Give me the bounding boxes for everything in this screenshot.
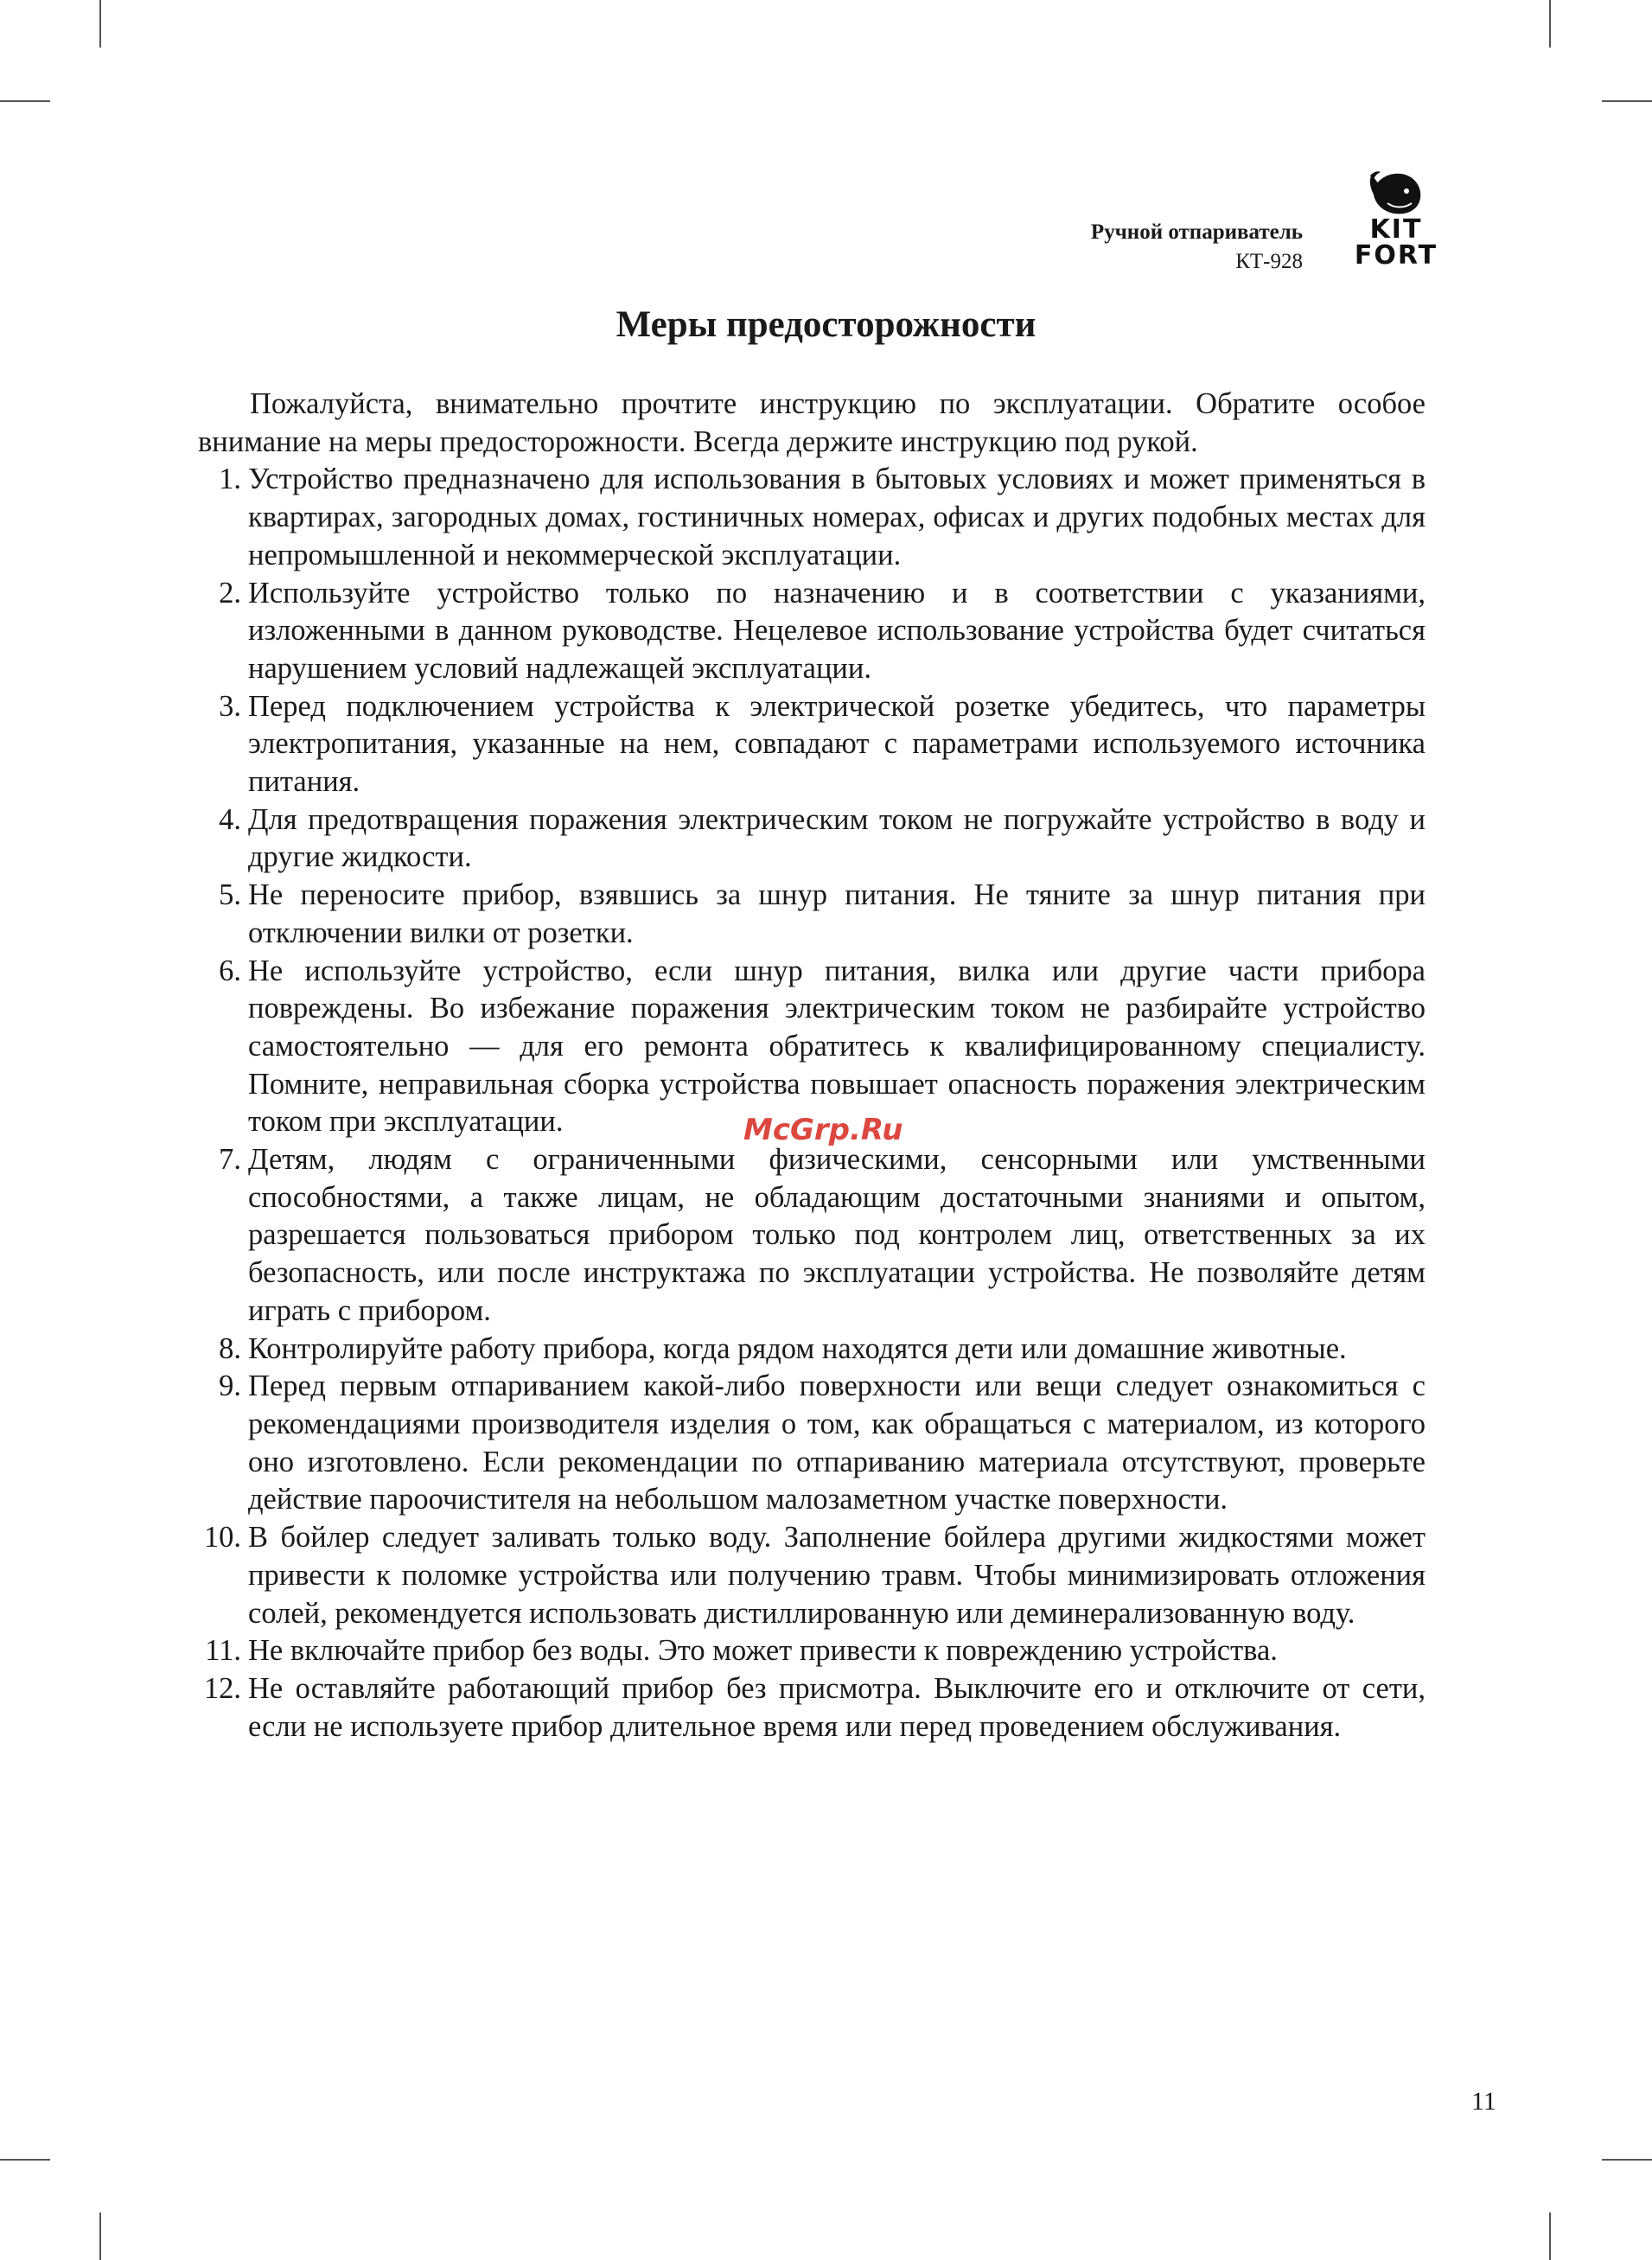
precautions-list <box>198 461 1426 1746</box>
crop-mark-bottom-left <box>99 2212 101 2260</box>
crop-mark-top-left <box>99 0 101 48</box>
list-item: 5. Не переносите прибор, взявшись за шнур питания. Не тяните за шнур питания при отключении вилки от розетки. <box>219 878 1426 949</box>
list-item: 3. Перед подключением устройства к электрической розетке убедитесь, что параметры электропитания, указанные на нем, совпадают с параметрами используемого источника питания. <box>219 689 1426 799</box>
list-item: 8. Контролируйте работу прибора, когда рядом находятся дети или домашние животные. <box>219 1331 1347 1365</box>
instructions-body <box>198 386 1426 1746</box>
product-name: Ручной отпариватель <box>1090 220 1303 244</box>
intro-paragraph: Пожалуйста, внимательно прочтите инструкцию по эксплуатации. Обратите особое внимание на меры предосторожности. Всегда держите инструкцию под рукой. <box>198 387 1426 458</box>
crop-mark-bottom-right <box>1549 2212 1551 2260</box>
crop-mark-left-bottom <box>0 2159 50 2161</box>
watermark: McGrp.Ru <box>743 1113 903 1147</box>
whale-icon <box>1368 169 1424 217</box>
list-item: 11. Не включайте прибор без воды. Это может привести к повреждению устройства. <box>205 1634 1278 1668</box>
list-item: 12. Не оставляйте работающий прибор без присмотра. Выключите его и отключите от сети, если не используете прибор длительное время или перед проведением обслуживания. <box>203 1671 1426 1743</box>
page-title: Меры предосторожности <box>616 304 1036 345</box>
kitfort-logo <box>1351 169 1441 269</box>
list-item: 9. Перед первым отпариванием какой-либо поверхности или вещи следует ознакомиться с рекомендациями производителя изделия о том, как обращаться с материалом, из которого оно изготовлено. Если рекомендации по отпариванию материала отсутствуют, проверьте действие пароочистителя на небольшом малозаметном участке поверхности. <box>219 1369 1426 1516</box>
page-number: 11 <box>1471 2087 1496 2116</box>
crop-mark-right-bottom <box>1602 2159 1652 2161</box>
list-item: 1. Устройство предназначено для использования в бытовых условиях и может применяться в квартирах, загородных домах, гостиничных номерах, офисах и других подобных местах для непромышленной и некоммерческой эксплуатации. <box>219 463 1426 571</box>
list-item: 2. Используйте устройство только по назначению и в соответствии с указаниями, изложенными в данном руководстве. Нецелевое использование устройства будет считаться нарушением условий надлежащей эксплуатации. <box>219 576 1426 685</box>
logo-text-fort: FORT <box>1354 240 1438 271</box>
list-item: 6. Не используйте устройство, если шнур питания, вилка или другие части прибора повреждены. Во избежание поражения электрическим током не разбирайте устройство самостоятельно — для его ремонта обратитесь к квалифицированному специалисту. Помните, неправильная сборка устройства повышает опасность поражения электрическим током при эксплуатации. <box>219 954 1426 1139</box>
crop-mark-right-top <box>1602 100 1652 102</box>
logo-text-kit: KIT <box>1369 214 1423 245</box>
list-item: 10. В бойлер следует заливать только воду. Заполнение бойлера другими жидкостями может привести к поломке устройства или получению травм. Чтобы минимизировать отложения солей, рекомендуется использовать дистиллированную или деминерализованную воду. <box>203 1521 1426 1630</box>
model-number: КТ-928 <box>1235 250 1303 273</box>
crop-mark-left-top <box>0 100 50 102</box>
page-header <box>1091 218 1303 277</box>
list-item: 7. Детям, людям с ограниченными физическими, сенсорными или умственными способностями, а также лицам, не обладающим достаточными знаниями и опытом, разрешается пользоваться прибором только под контролем лиц, ответственных за их безопасность, или после инструктажа по эксплуатации устройства. Не позволяйте детям играть с прибором. <box>219 1143 1426 1327</box>
list-item: 4. Для предотвращения поражения электрическим током не погружайте устройство в воду и другие жидкости. <box>219 802 1426 874</box>
crop-mark-top-right <box>1549 0 1551 48</box>
